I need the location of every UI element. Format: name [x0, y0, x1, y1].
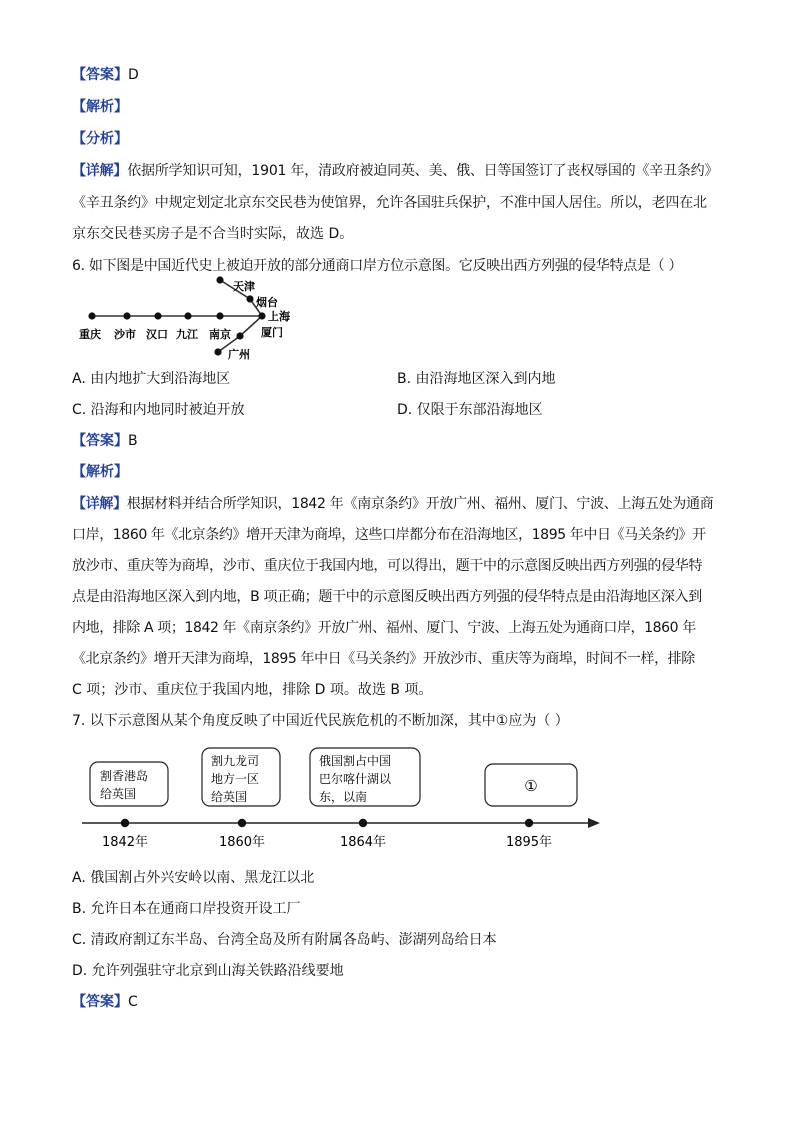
detail-tag: 【详解】	[72, 496, 127, 512]
q5-analysis-tag	[72, 97, 128, 117]
q5-detail-line-2: 《辛丑条约》中规定划定北京东交民巷为使馆界，允许各国驻兵保护，不准中国人居住。所以，老四在北	[72, 195, 707, 211]
timeline-year-1860: 1860年	[218, 835, 266, 850]
detail-text: 依据所学知识可知，1901 年，清政府被迫同英、美、俄、日等国签订了丧权辱国的《辛丑条约》	[127, 163, 719, 179]
port-dot-jiujiang	[184, 312, 191, 319]
timeline-year-1864: 1864年	[339, 835, 387, 850]
timeline-dot-1864	[359, 819, 367, 827]
q6-detail-line-1	[72, 494, 713, 514]
fenxi-tag: 【分析】	[72, 131, 128, 147]
box-text-1860-line1: 割九龙司	[211, 754, 260, 768]
q6-detail-line-5: 内地，排除 A 项；1842 年《南京条约》开放广州、福州、厦门、宁波、上海五处为通商口岸，1860 年	[72, 620, 696, 636]
treaty-ports-map	[70, 276, 310, 364]
port-dot-tianjin	[216, 276, 223, 283]
timeline-year-1842: 1842年	[101, 835, 149, 850]
box-text-1842-line2: 给英国	[100, 787, 137, 801]
q5-detail-line-3: 京东交民巷买房子是不合当时实际，故选 D。	[72, 226, 354, 242]
q5-detail-line-1	[72, 161, 718, 181]
timeline-dot-1895	[525, 819, 533, 827]
q6-option-b: B. 由沿海地区深入到内地	[397, 371, 556, 387]
q6-option-c: C. 沿海和内地同时被迫开放	[72, 402, 245, 418]
analysis-tag: 【解析】	[72, 464, 128, 480]
label-guangzhou: 广州	[228, 348, 250, 361]
box-text-1860-line3: 给英国	[211, 790, 248, 804]
port-dot-hankou	[154, 312, 161, 319]
timeline-dot-1860	[238, 819, 246, 827]
q5-answer	[72, 65, 139, 85]
q7-answer	[72, 992, 138, 1012]
label-nanjing: 南京	[209, 328, 231, 341]
answer-value: B	[128, 433, 138, 449]
answer-value: C	[128, 994, 138, 1010]
port-dot-shanghai	[258, 312, 265, 319]
port-dot-xiamen	[236, 332, 243, 339]
label-shashi: 沙市	[114, 328, 136, 341]
port-dot-chongqing	[88, 312, 95, 319]
q6-option-a: A. 由内地扩大到沿海地区	[72, 371, 231, 387]
label-xiamen: 厦门	[261, 326, 283, 339]
label-shanghai: 上海	[268, 310, 290, 323]
port-dot-guangzhou	[214, 348, 221, 355]
timeline-dot-1842	[121, 819, 129, 827]
q6-detail-line-7: C 项；沙市、重庆位于我国内地，排除 D 项。故选 B 项。	[72, 682, 433, 698]
box-text-1864-line1: 俄国割占中国	[319, 754, 392, 768]
box-text-1860-line2: 地方一区	[211, 772, 260, 786]
q6-answer	[72, 431, 138, 451]
box-text-1864-line3: 东，以南	[319, 790, 368, 804]
label-chongqing: 重庆	[79, 328, 101, 341]
label-tianjin: 天津	[233, 280, 255, 293]
q7-option-b: B. 允许日本在通商口岸投资开设工厂	[72, 901, 301, 917]
q7-option-c: C. 清政府割辽东半岛、台湾全岛及所有附属各岛屿、澎湖列岛给日本	[72, 932, 497, 948]
box-text-1895-placeholder: ①	[524, 777, 538, 795]
analysis-tag: 【解析】	[72, 99, 128, 115]
answer-tag: 【答案】	[72, 994, 128, 1010]
answer-value: D	[128, 67, 139, 83]
timeline-diagram	[72, 740, 612, 858]
q7-option-d: D. 允许列强驻守北京到山海关铁路沿线要地	[72, 963, 344, 979]
q6-detail-line-4: 点是由沿海地区深入到内地，B 项正确；题干中的示意图反映出西方列强的侵华特点是由沿海地区深入到	[72, 589, 702, 605]
timeline-year-1895: 1895年	[505, 835, 553, 850]
answer-tag: 【答案】	[72, 67, 128, 83]
timeline-arrowhead	[588, 818, 600, 828]
label-yantai: 烟台	[256, 296, 278, 309]
q6-analysis-tag	[72, 462, 128, 482]
q6-detail-line-3: 放沙市、重庆等为商埠，沙市、重庆位于我国内地，可以得出，题干中的示意图反映出西方列强的侵华特	[72, 558, 703, 574]
port-dot-shashi	[123, 312, 130, 319]
q6-stem: 6. 如下图是中国近代史上被迫开放的部分通商口岸方位示意图。它反映出西方列强的侵华特点是（ ）	[72, 258, 683, 274]
box-text-1842-line1: 割香港岛	[100, 769, 149, 783]
q7-stem: 7. 以下示意图从某个角度反映了中国近代民族危机的不断加深，其中①应为（ ）	[72, 713, 569, 729]
q6-option-d: D. 仅限于东部沿海地区	[397, 402, 543, 418]
q6-detail-line-2: 口岸，1860 年《北京条约》增开天津为商埠，这些口岸都分布在沿海地区，1895 年中日《马关条约》开	[72, 527, 706, 543]
port-dot-nanjing	[216, 312, 223, 319]
label-hankou: 汉口	[146, 328, 168, 341]
detail-text: 根据材料并结合所学知识，1842 年《南京条约》开放广州、福州、厦门、宁波、上海五处为通商	[126, 496, 714, 512]
q5-fenxi-tag	[72, 129, 128, 149]
q6-detail-line-6: 《北京条约》增开天津为商埠，1895 年中日《马关条约》开放沙市、重庆等为商埠，时间不一样，排除	[72, 651, 695, 667]
port-dot-yantai	[246, 295, 253, 302]
detail-tag: 【详解】	[72, 163, 128, 179]
box-text-1864-line2: 巴尔喀什湖以	[319, 772, 392, 786]
answer-tag: 【答案】	[72, 433, 128, 449]
label-jiujiang: 九江	[176, 328, 198, 341]
q7-option-a: A. 俄国割占外兴安岭以南、黑龙江以北	[72, 870, 315, 886]
